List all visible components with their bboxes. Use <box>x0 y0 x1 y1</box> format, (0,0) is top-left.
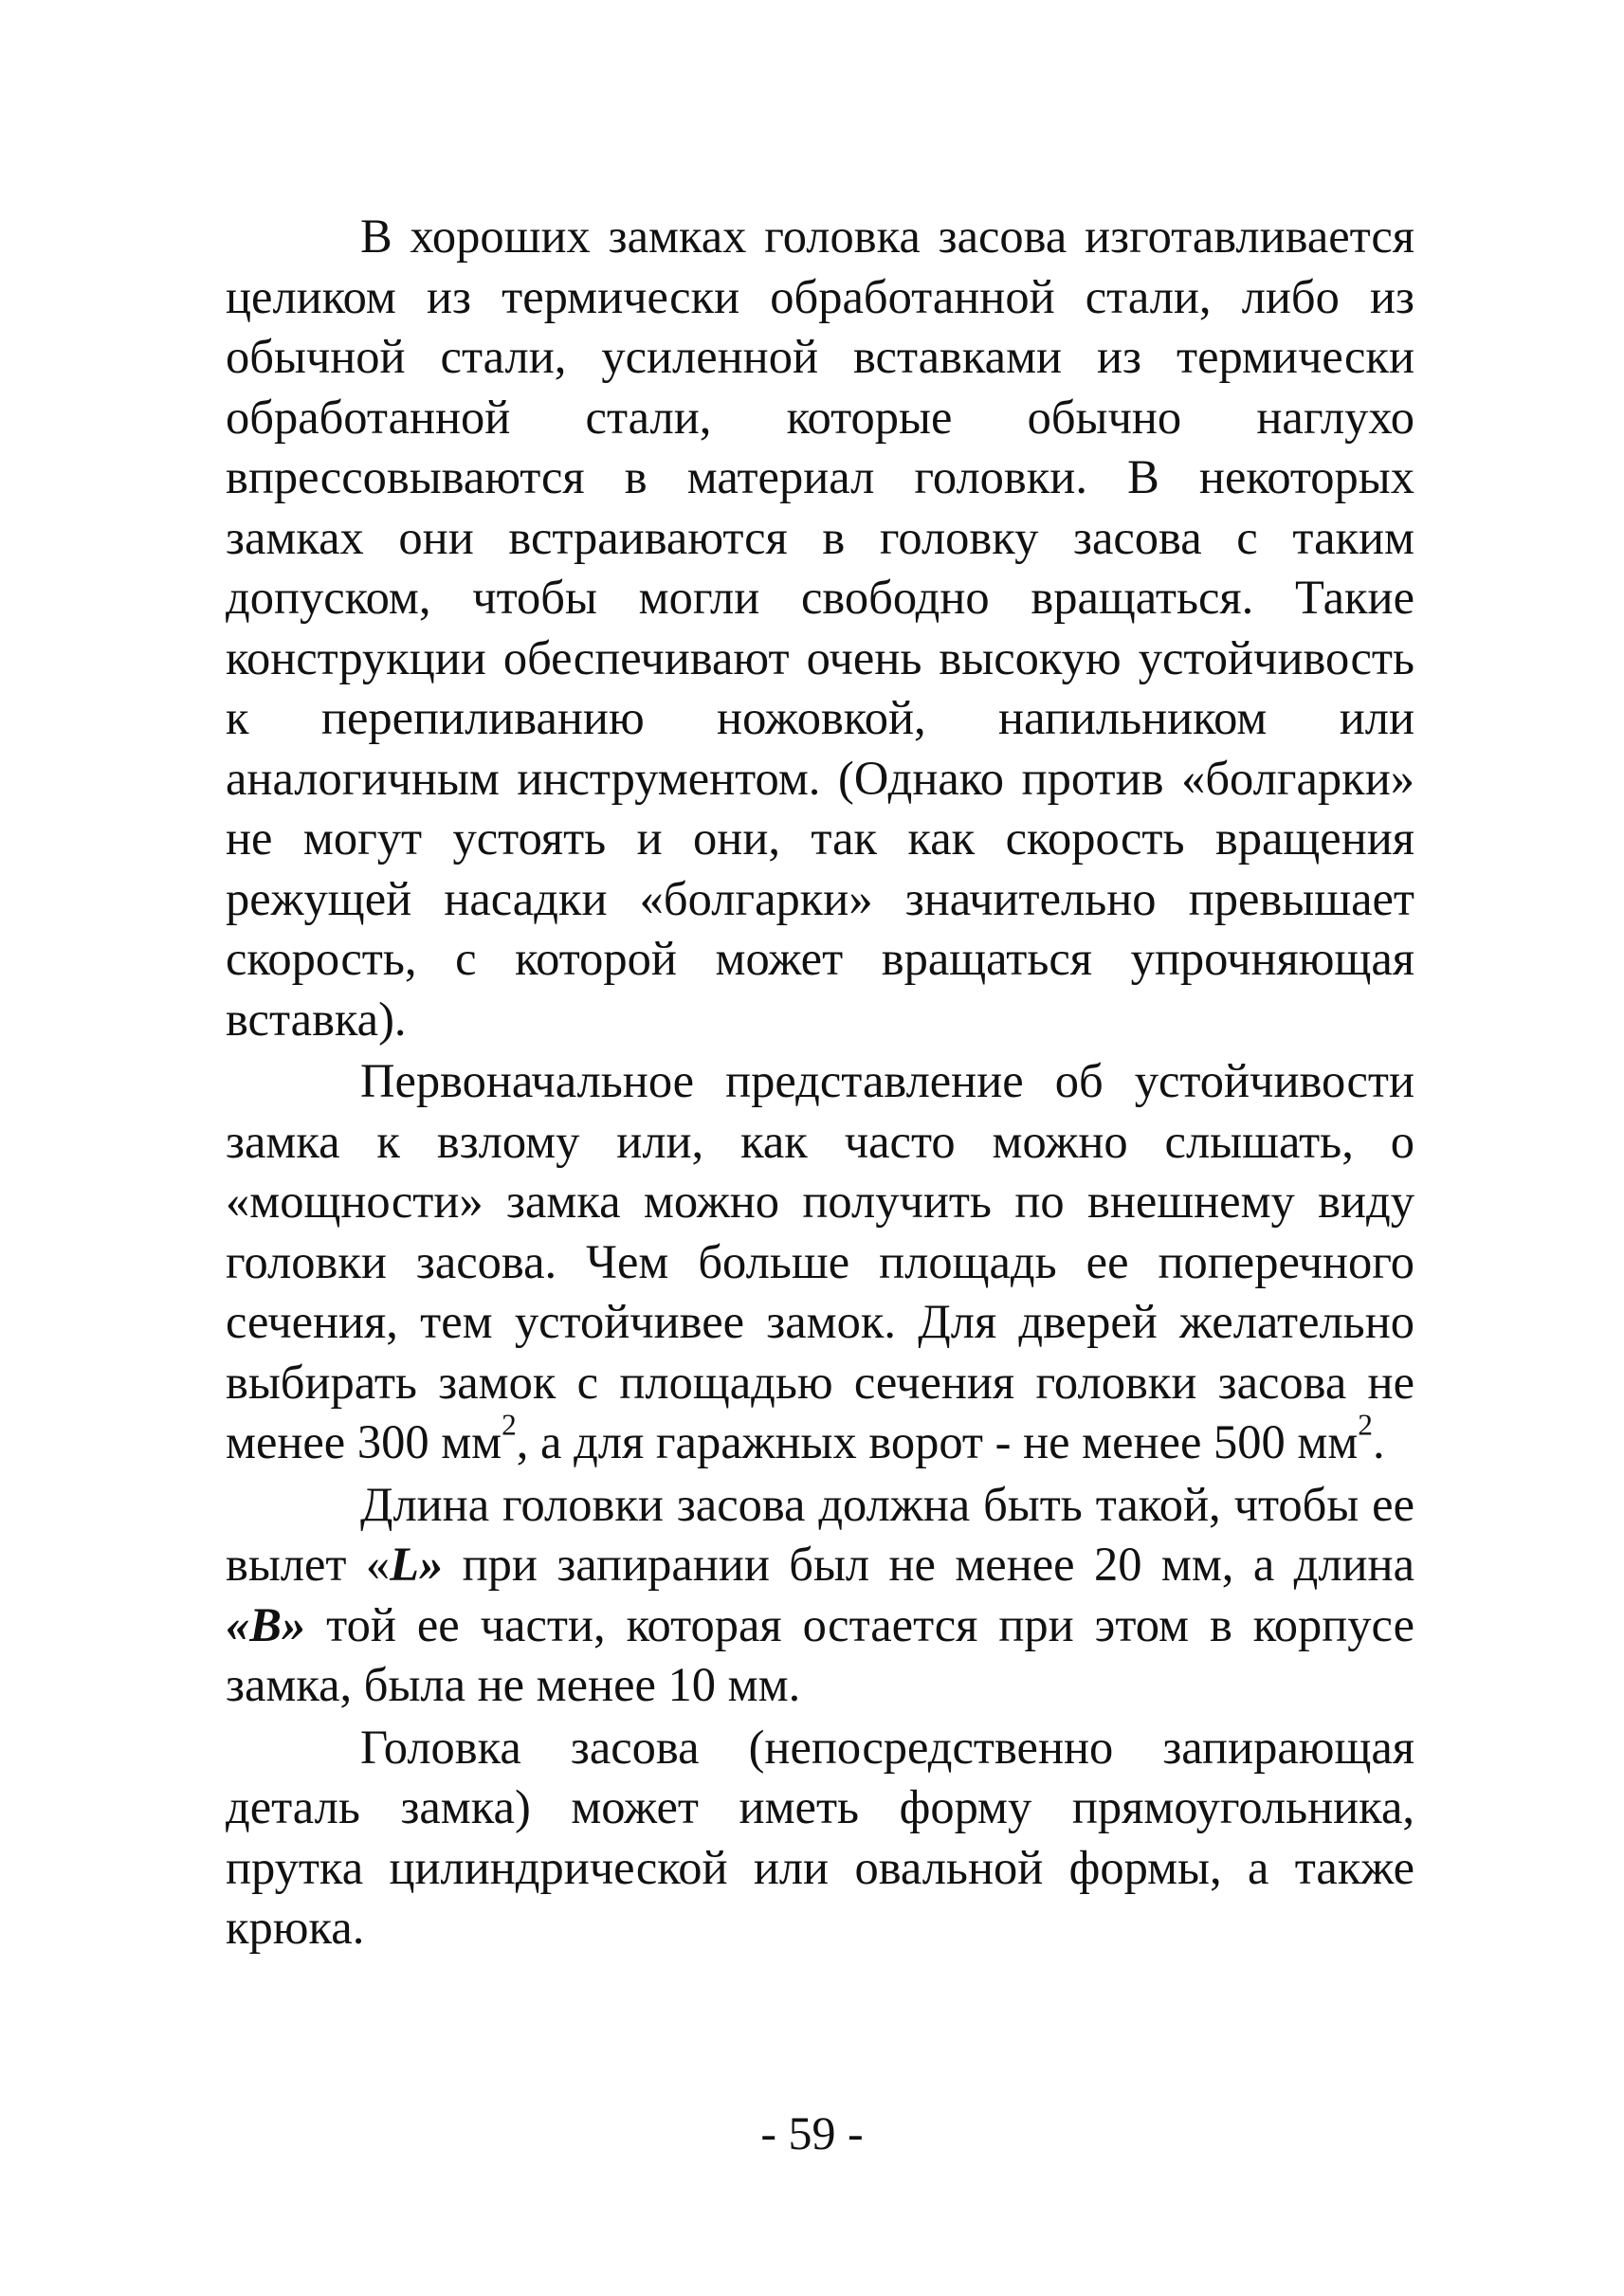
cross-section-text-a: Первоначальное представление об устойчивости замка к взлому или, как часто можно слышать, о «мощности» замка можно получить по внешнему виду головки засова. Чем больше площадь ее поперечного сечения, тем устойчивее замок. Для дверей желательно выбирать замок с площадью сечения головки засова не менее 300 мм <box>226 1054 1414 1468</box>
cross-section-text-c: . <box>1372 1415 1385 1468</box>
dimension-label-b: B <box>249 1597 282 1651</box>
quote-open-l: « <box>365 1538 391 1591</box>
page-number: - 59 - <box>760 2106 864 2159</box>
paragraph-bolt-length <box>226 1475 1414 1716</box>
quote-open-b: « <box>226 1597 250 1651</box>
dimension-label-l: L <box>390 1538 419 1591</box>
body-text <box>226 207 1414 1959</box>
cross-section-text-b: , а для гаражных ворот - не менее 500 мм <box>516 1415 1359 1468</box>
paragraph-bolt-materials: В хороших замках головка засова изготавливается целиком из термически обработанной стали, либо из обычной стали, усиленной вставками из термически обработанной стали, которые обычно наглухо впрессовываются в материал головки. В некоторых замках они встраиваются в головку засова с таким допуском, чтобы могли свободно вращаться. Такие конструкции обеспечивают очень высокую устойчивость к перепиливанию ножовкой, напильником или аналогичным инструментом. (Однако против «болгарки» не могут устоять и они, так как скорость вращения режущей насадки «болгарки» значительно превышает скорость, с которой может вращаться упрочняющая вставка). <box>226 210 1414 1046</box>
paragraph-bolt-shapes: Головка засова (непосредственно запирающая деталь замка) может иметь форму прямоугольника, прутка цилиндрической или овальной формы, а также крюка. <box>226 1720 1414 1954</box>
superscript-square-a: 2 <box>502 1408 517 1442</box>
quote-close-b: » <box>281 1597 306 1651</box>
paragraph-bolt-cross-section <box>226 1051 1414 1473</box>
superscript-square-b: 2 <box>1358 1408 1373 1442</box>
bolt-length-text-c: той ее части, которая остается при этом в корпусе замка, была не менее 10 мм. <box>226 1597 1414 1711</box>
bolt-length-text-b: при запирании был не менее 20 мм, а длина <box>443 1538 1414 1591</box>
quote-close-l: » <box>418 1538 444 1591</box>
bolt-length-text-a: Длина головки засова должна быть такой, чтобы ее вылет <box>226 1477 1414 1591</box>
